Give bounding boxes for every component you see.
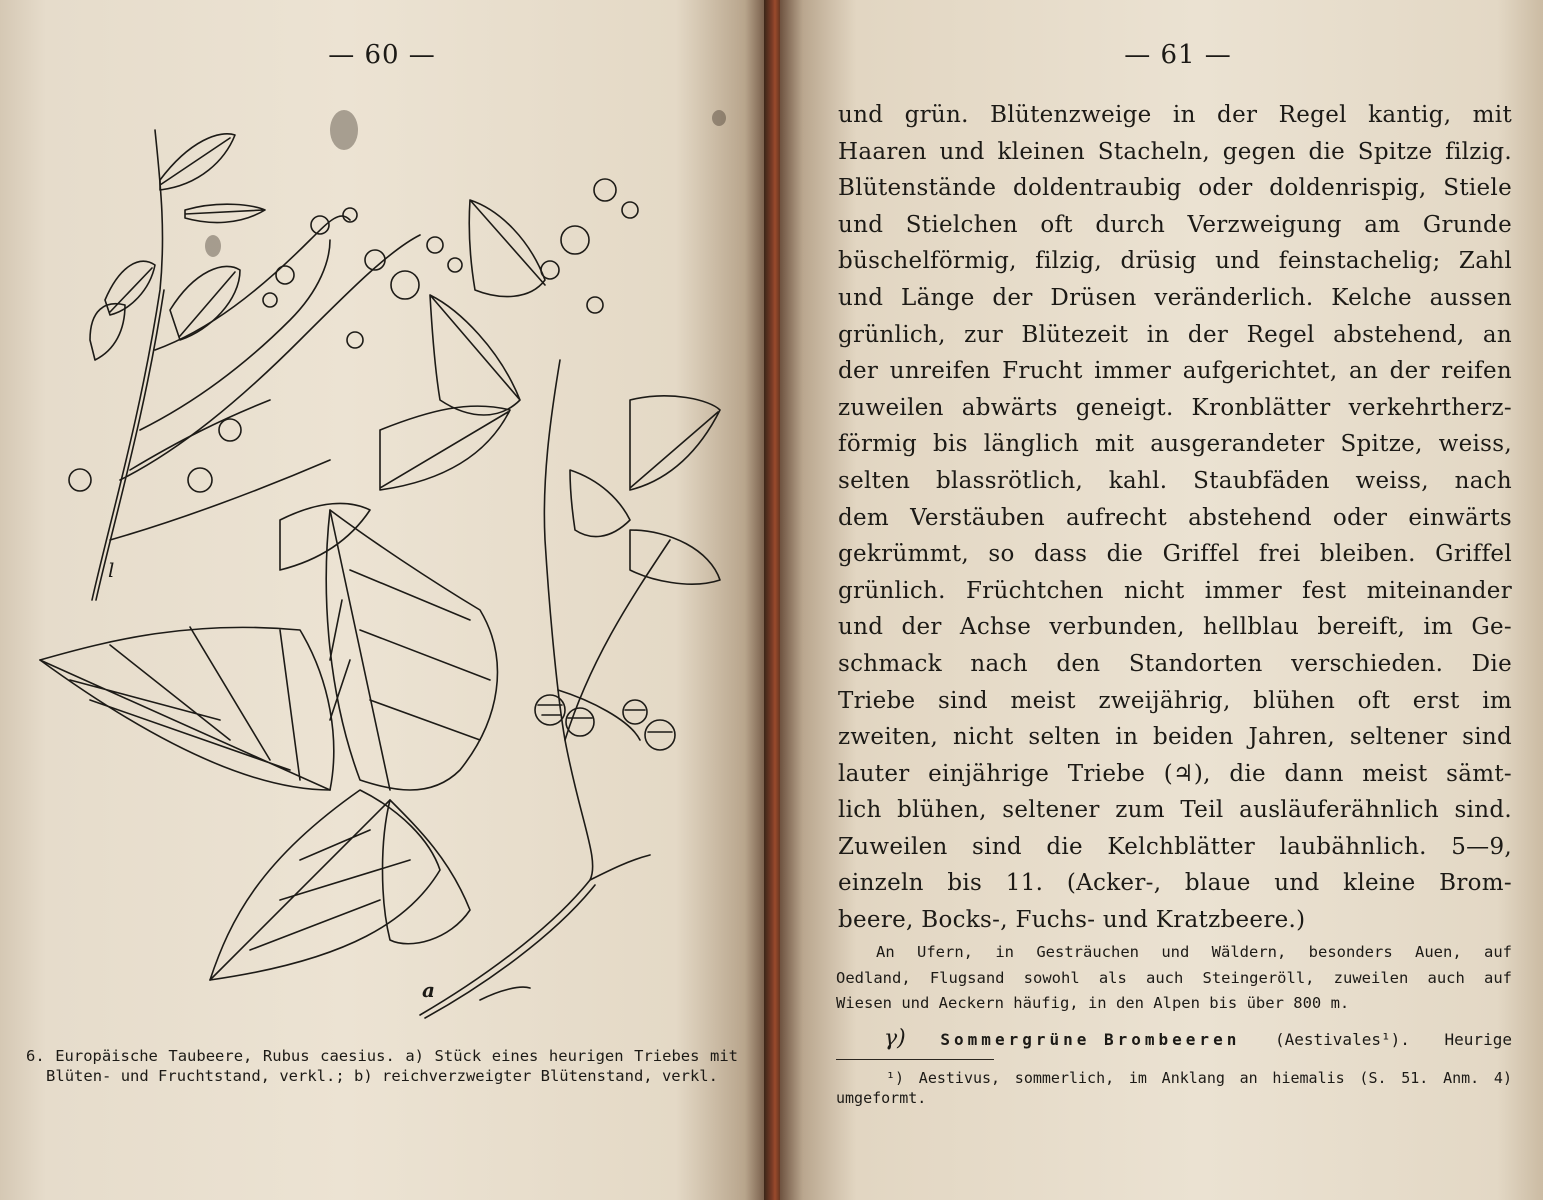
leaf [380, 406, 510, 490]
text-line: beere, Bocks-, Fuchs- und Kratzbeere.) [838, 907, 1306, 934]
stem [110, 460, 330, 540]
text-line: Haaren und kleinen Stacheln, gegen die Spitze filzig. [838, 138, 1512, 165]
bud [480, 987, 530, 1000]
stem [92, 130, 163, 600]
leaf [430, 295, 520, 415]
page-number-left: — 60 — [328, 40, 436, 70]
section-continuation: Heurige [1444, 1030, 1512, 1049]
text-line: Triebe sind meist zweijährig, blühen oft erst im [838, 687, 1512, 714]
fruit-cluster [535, 695, 675, 750]
footnote [836, 1068, 1512, 1108]
leaf [210, 790, 440, 980]
section-title: Sommergrüne Brombeeren [940, 1030, 1241, 1049]
page-number-right: — 61 — [1124, 40, 1232, 70]
footnote-rule [836, 1059, 994, 1060]
leaf [185, 204, 265, 222]
stem [590, 855, 650, 880]
leaf [630, 530, 720, 584]
text-line: einzeln bis 11. (Acker-, blaue und kleine Brom- [838, 870, 1512, 897]
habitat-note [836, 940, 1512, 1017]
text-line: und grün. Blütenzweige in der Regel kantig, mit [838, 102, 1512, 128]
leaf [469, 200, 545, 297]
rubus-illustration [30, 100, 740, 1030]
text-line: Zuweilen sind die Kelchblätter laubähnlich. 5—9, [838, 833, 1512, 860]
figure-label-b: l [108, 558, 115, 582]
leaf [383, 800, 471, 944]
body-text [838, 97, 1512, 939]
stem [130, 400, 270, 470]
text-line: büschelförmig, filzig, drüsig und feinstachelig; Zahl [838, 248, 1512, 275]
stem [425, 885, 595, 1018]
text-line: lauter einjährige Triebe (♃), die dann meist sämt- [838, 760, 1512, 787]
footnote-line: ¹) Aestivus, sommerlich, im Anklang an hiemalis (S. 51. Anm. 4) [886, 1069, 1512, 1087]
section-latin: (Aestivales¹). [1275, 1030, 1410, 1049]
figure-caption: 6. Europäische Taubeere, Rubus caesius. a) Stück eines heurigen Triebes mit Blüten- und Fruchtstand, verkl.; b) reichverzweigter Blütenstand, verkl. [26, 1047, 738, 1085]
section-marker: γ) [884, 1026, 906, 1051]
leaf-vein [40, 627, 330, 790]
stem [565, 540, 670, 740]
text-line: der unreifen Frucht immer aufgerichtet, an der reifen [838, 358, 1512, 385]
leaf [630, 396, 720, 490]
habitat-line: Wiesen und Aeckern häufig, in den Alpen bis über 800 m. [836, 994, 1350, 1012]
habitat-line: Oedland, Flugsand sowohl als auch Steingeröll, zuweilen auch auf [836, 968, 1512, 987]
text-line: Blütenstände doldentraubig oder doldenrispig, Stiele [838, 175, 1512, 202]
stem [120, 235, 420, 480]
section-heading [884, 1026, 1512, 1053]
text-line: dem Verstäuben aufrecht abstehend oder einwärts [838, 504, 1512, 531]
text-line: und der Achse verbunden, hellblau bereift, im Ge- [838, 614, 1512, 641]
footnote-line: umgeformt. [836, 1089, 927, 1107]
text-line: schmack nach den Standorten verschieden. Die [838, 650, 1512, 677]
text-line: grünlich. Früchtchen nicht immer fest miteinander [838, 577, 1512, 604]
text-line: lich blühen, seltener zum Teil ausläuferähnlich sind. [838, 797, 1512, 824]
text-line: selten blassrötlich, kahl. Staubfäden weiss, nach [838, 467, 1512, 494]
flower-cluster [541, 179, 638, 313]
leaf [105, 261, 155, 315]
text-line: zweiten, nicht selten in beiden Jahren, seltener sind [838, 724, 1512, 751]
text-line: förmig bis länglich mit ausgerandeter Spitze, weiss, [838, 431, 1512, 458]
leaf-vein [210, 800, 410, 980]
leaf [160, 134, 235, 190]
leaf-vein [330, 510, 490, 790]
text-line: gekrümmt, so dass die Griffel frei bleiben. Griffel [838, 541, 1512, 568]
text-line: grünlich, zur Blütezeit in der Regel abstehend, an [838, 321, 1512, 348]
leaf [280, 503, 370, 570]
text-line: und Länge der Drüsen veränderlich. Kelche aussen [838, 284, 1512, 311]
leaf [570, 470, 630, 537]
habitat-line: An Ufern, in Gesträuchen und Wäldern, besonders Auen, auf [876, 943, 1512, 961]
leaf [170, 266, 240, 340]
text-line: und Stielchen oft durch Verzweigung am Grunde [838, 211, 1512, 238]
figure-label-a: a [422, 978, 435, 1002]
text-line: zuweilen abwärts geneigt. Kronblätter verkehrtherz- [838, 394, 1512, 421]
